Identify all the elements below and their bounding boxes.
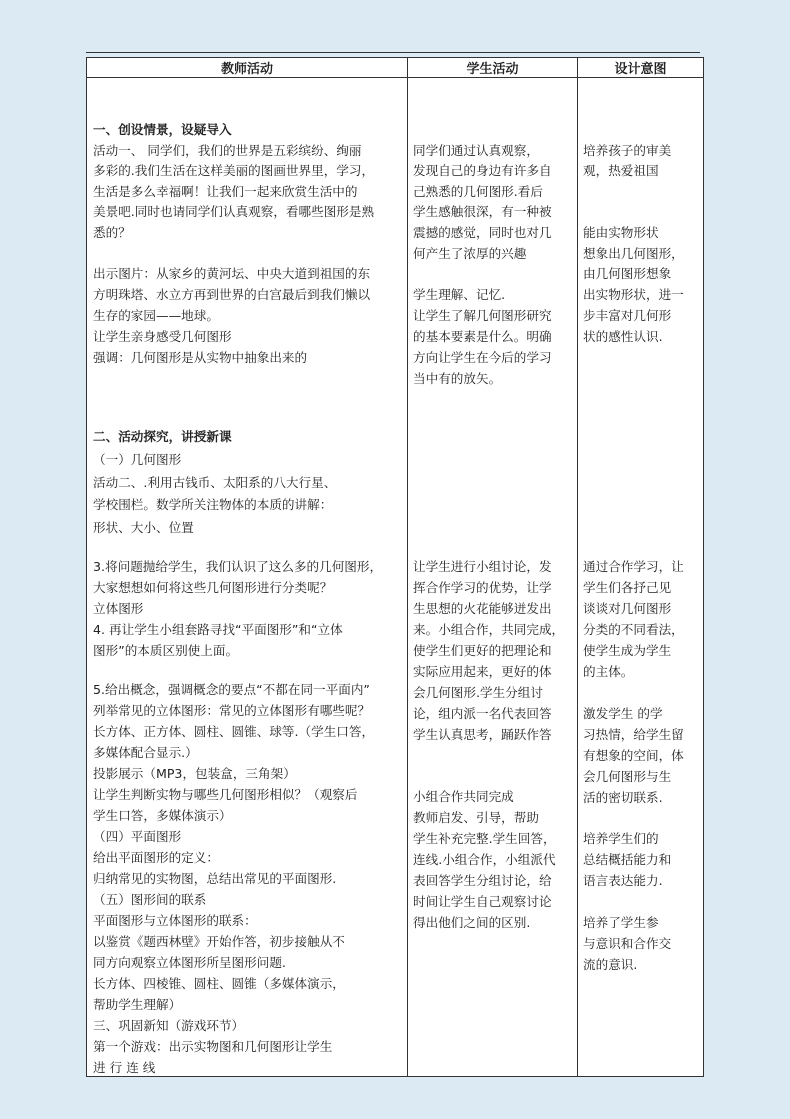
text-line: 出实物形状，进一: [583, 287, 684, 302]
text-line: 连线.小组合作，小组派代: [413, 852, 556, 867]
text-line: 教师启发、引导，帮助: [413, 810, 539, 825]
text-line: 大家想想如何将这些几何图形进行分类呢？: [93, 580, 333, 595]
text-line: 想象出几何图形，: [583, 246, 684, 261]
text-line: 得出他们之间的区别.: [413, 915, 531, 930]
text-line: 观，热爱祖国: [583, 163, 659, 178]
text-line: 状的感性认识.: [583, 329, 663, 344]
text-line: 生思想的火花能够迸发出: [413, 601, 552, 616]
student-activity-cell: [408, 78, 578, 1077]
text-line: 会几何图形与生: [583, 769, 672, 784]
text-line: 让学生判断实物与哪些几何图形相似？（观察后: [93, 787, 358, 802]
text-line: 己熟悉的几何图形.看后: [413, 184, 543, 199]
text-line: 挥合作学习的优势，让学: [413, 580, 552, 595]
text-line: 生活是多么幸福啊！让我们一起来欣赏生活中的: [93, 184, 358, 199]
text-line: 使学生们更好的把理论和: [413, 643, 552, 658]
text-line: 平面图形与立体图形的联系：: [93, 913, 257, 928]
text-line: 多媒体配合显示.）: [93, 745, 198, 760]
text-line: 学校围栏。数学所关注物体的本质的讲解：: [93, 497, 333, 512]
text-line: 帮助学生理解）: [93, 997, 182, 1012]
header-row: [87, 58, 704, 78]
text-line: 强调：几何图形是从实物中抽象出来的: [93, 350, 308, 365]
text-line: 悉的？: [93, 225, 131, 240]
text-line: 能由实物形状: [583, 225, 659, 240]
text-line: 实际应用起来，更好的体: [413, 664, 552, 679]
text-line: 步丰富对几何形: [583, 308, 672, 323]
text-line: 生存的家园——地球。: [93, 308, 219, 323]
text-line: 小组合作共同完成: [413, 789, 514, 804]
text-line: 培养孩子的审美: [583, 143, 672, 158]
text-line: 流的意识.: [583, 957, 638, 972]
text-line: 习热情，给学生留: [583, 727, 684, 742]
lesson-plan-table: [86, 57, 704, 1077]
text-line: 给出平面图形的定义：: [93, 850, 219, 865]
text-line: 培养学生们的: [583, 831, 659, 846]
design-intent-text: [578, 78, 703, 1076]
text-line: 论，组内派一名代表回答: [413, 706, 552, 721]
text-line: 方向让学生在今后的学习: [413, 350, 552, 365]
text-line: 使学生成为学生: [583, 643, 672, 658]
text-line: （一）几何图形: [93, 452, 182, 467]
student-activity-text: [408, 78, 577, 1076]
text-line: 归纳常见的实物图，总结出常见的平面图形.: [93, 871, 337, 886]
text-line: 立体图形: [93, 601, 144, 616]
text-line: 的主体。: [583, 664, 634, 679]
design-intent-cell: [578, 78, 704, 1077]
text-line: 一、创设情景，设疑导入: [93, 122, 232, 137]
content-row: [87, 78, 704, 1077]
header-teacher-activity: 教师活动: [87, 58, 408, 78]
text-line: 第一个游戏：出示实物图和几何图形让学生: [93, 1039, 333, 1054]
text-line: 学生理解、记忆.: [413, 287, 506, 302]
text-line: 当中有的放矢。: [413, 371, 502, 386]
text-line: 形状、大小、位置: [93, 520, 194, 535]
text-line: 通过合作学习，让: [583, 559, 684, 574]
text-line: 5.给出概念，强调概念的要点“不都在同一平面内”: [93, 682, 370, 697]
text-line: 学生感触很深，有一种被: [413, 204, 552, 219]
text-line: 何产生了浓厚的兴趣: [413, 246, 527, 261]
text-line: 以鉴赏《题西林壁》开始作答，初步接触从不: [93, 934, 345, 949]
text-line: （五）图形间的联系: [93, 892, 207, 907]
text-line: 二、活动探究，讲授新课: [93, 429, 232, 444]
text-line: 与意识和合作交: [583, 936, 672, 951]
text-line: 让学生了解几何图形研究: [413, 308, 552, 323]
text-line: 长方体、正方体、圆柱、圆锥、球等.（学生口答，: [93, 724, 375, 739]
text-line: 长方体、四棱锥、圆柱、圆锥（多媒体演示，: [93, 976, 345, 991]
text-line: 总结概括能力和: [583, 852, 672, 867]
teacher-activity-text: [87, 78, 407, 1076]
text-line: 分类的不同看法，: [583, 622, 684, 637]
text-line: （四）平面图形: [93, 829, 182, 844]
text-line: 培养了学生参: [583, 915, 659, 930]
text-line: 学生补充完整.学生回答，: [413, 831, 556, 846]
text-line: 有想象的空间，体: [583, 748, 684, 763]
text-line: 投影展示（MP3，包装盒，三角架）: [93, 766, 296, 781]
text-line: 活的密切联系.: [583, 790, 663, 805]
teacher-activity-cell: [87, 78, 408, 1077]
text-line: 学生们各抒己见: [583, 580, 672, 595]
text-line: 同方向观察立体图形所呈图形问题.: [93, 955, 286, 970]
header-design-intent: 设计意图: [578, 58, 704, 78]
text-line: 时间让学生自己观察讨论: [413, 894, 552, 909]
text-line: 活动一、 同学们，我们的世界是五彩缤纷、绚丽: [93, 143, 362, 158]
header-student-activity: 学生活动: [408, 58, 578, 78]
text-line: 多彩的.我们生活在这样美丽的图画世界里，学习，: [93, 163, 375, 178]
text-line: 图形”的本质区别使上面。: [93, 643, 239, 658]
text-line: 让学生进行小组讨论，发: [413, 559, 552, 574]
text-line: 震撼的感觉，同时也对几: [413, 225, 552, 240]
text-line: 激发学生 的学: [583, 706, 663, 721]
text-line: 进 行 连 线: [93, 1060, 156, 1075]
top-rule: [86, 52, 700, 53]
text-line: 3.将问题抛给学生，我们认识了这么多的几何图形，: [93, 559, 383, 574]
text-line: 美景吧.同时也请同学们认真观察，看哪些图形是熟: [93, 204, 375, 219]
text-line: 的基本要素是什么。明确: [413, 329, 552, 344]
text-line: 列举常见的立体图形：常见的立体图形有哪些呢？: [93, 703, 371, 718]
text-line: 三、巩固新知（游戏环节）: [93, 1018, 245, 1033]
text-line: 同学们通过认真观察，: [413, 143, 539, 158]
text-line: 学生认真思考，踊跃作答: [413, 727, 552, 742]
text-line: 会几何图形.学生分组讨: [413, 685, 543, 700]
text-line: 由几何图形想象: [583, 266, 672, 281]
text-line: 方明珠塔、水立方再到世界的白宫最后到我们懒以: [93, 287, 371, 302]
text-line: 语言表达能力.: [583, 873, 663, 888]
text-line: 4. 再让学生小组套路寻找“平面图形”和“立体: [93, 622, 343, 637]
text-line: 表回答学生分组讨论，给: [413, 873, 552, 888]
text-line: 发现自己的身边有许多自: [413, 163, 552, 178]
text-line: 让学生亲身感受几何图形: [93, 329, 232, 344]
text-line: 活动二、.利用古钱币、太阳系的八大行星、: [93, 475, 337, 490]
text-line: 来。小组合作，共同完成，: [413, 622, 565, 637]
text-line: 学生口答，多媒体演示）: [93, 808, 232, 823]
text-line: 谈谈对几何图形: [583, 601, 672, 616]
text-line: 出示图片：从家乡的黄河坛、中央大道到祖国的东: [93, 266, 371, 281]
